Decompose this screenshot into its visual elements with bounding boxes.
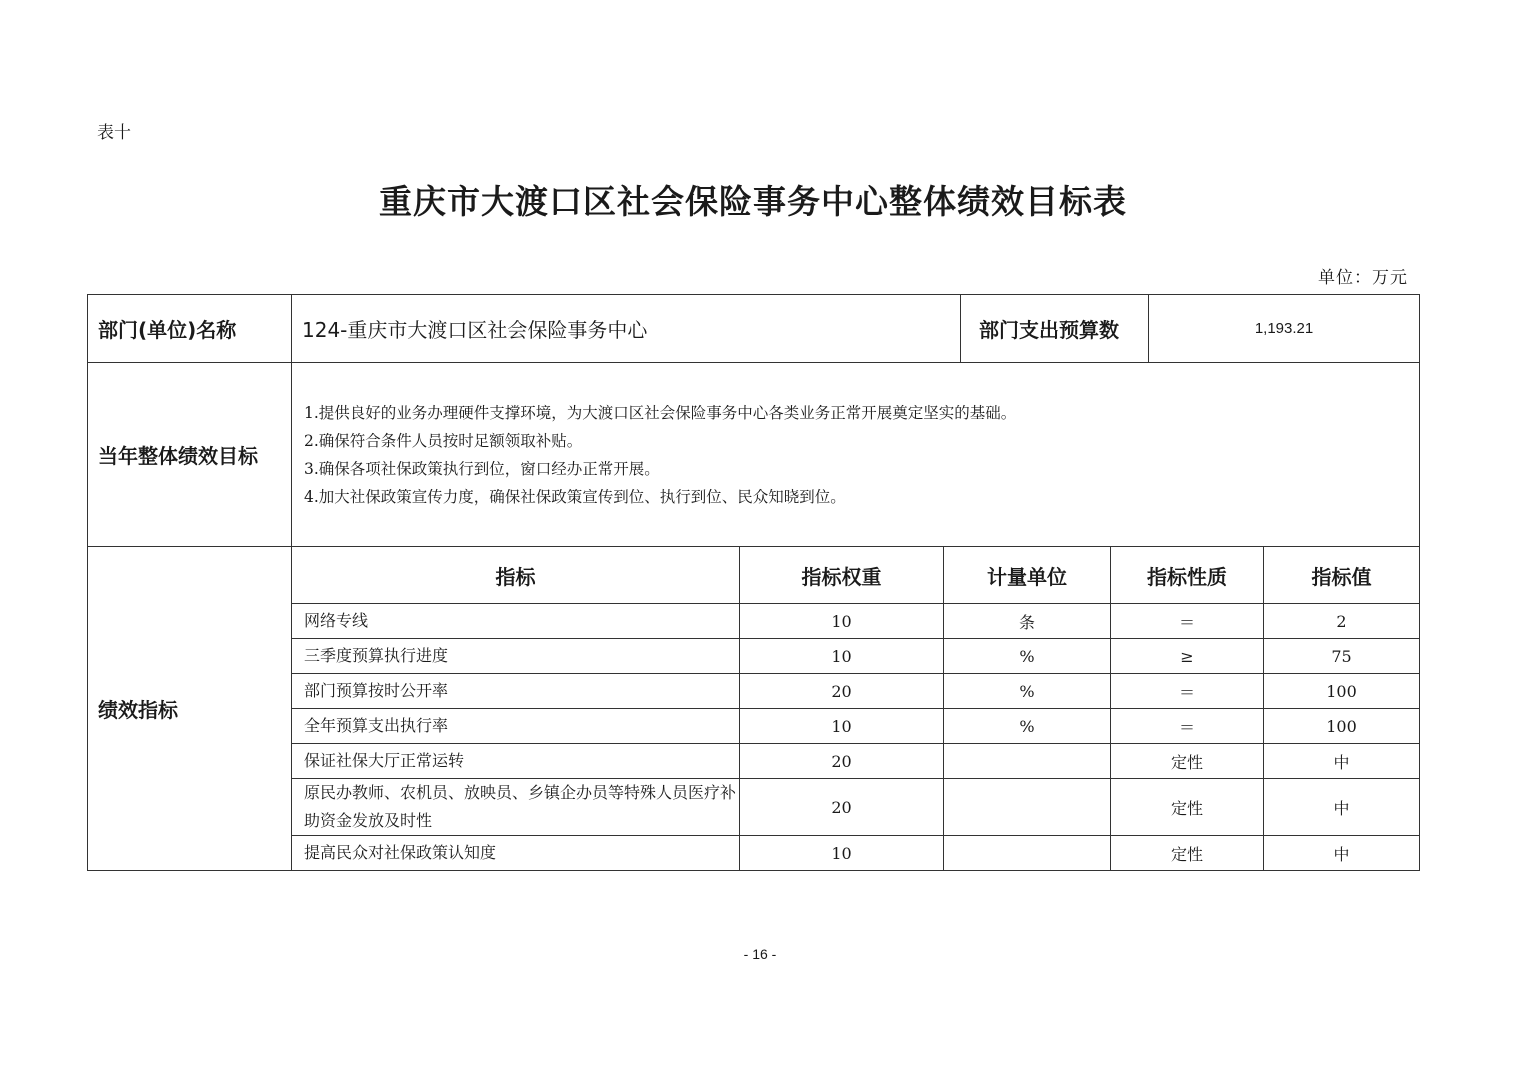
indicator-name: 三季度预算执行进度 bbox=[292, 639, 740, 674]
col-header-weight: 指标权重 bbox=[740, 547, 944, 604]
dept-name-value: 124-重庆市大渡口区社会保险事务中心 bbox=[292, 295, 961, 363]
table-number: 表十 bbox=[97, 123, 131, 143]
goal-line: 1.提供良好的业务办理硬件支撑环境，为大渡口区社会保险事务中心各类业务正常开展奠定坚实的基础。 bbox=[304, 403, 1017, 422]
indicator-value: 100 bbox=[1264, 709, 1420, 744]
indicator-weight: 10 bbox=[740, 836, 944, 871]
col-header-nature: 指标性质 bbox=[1111, 547, 1264, 604]
indicator-weight: 10 bbox=[740, 709, 944, 744]
indicator-value: 75 bbox=[1264, 639, 1420, 674]
indicator-name: 保证社保大厅正常运转 bbox=[292, 744, 740, 779]
indicator-value: 中 bbox=[1264, 779, 1420, 836]
indicator-name: 原民办教师、农机员、放映员、乡镇企办员等特殊人员医疗补助资金发放及时性 bbox=[292, 779, 740, 836]
col-header-value: 指标值 bbox=[1264, 547, 1420, 604]
indicator-name: 提高民众对社保政策认知度 bbox=[292, 836, 740, 871]
indicator-weight: 10 bbox=[740, 639, 944, 674]
performance-table bbox=[87, 294, 1420, 871]
unit-label: 单位：万元 bbox=[1318, 268, 1408, 288]
indicator-unit bbox=[944, 779, 1111, 836]
dept-name-label: 部门(单位)名称 bbox=[88, 295, 292, 363]
page-number: - 16 - bbox=[743, 946, 777, 962]
indicator-unit: % bbox=[944, 639, 1111, 674]
col-header-unit: 计量单位 bbox=[944, 547, 1111, 604]
indicator-nature: 定性 bbox=[1111, 744, 1264, 779]
document-title: 重庆市大渡口区社会保险事务中心整体绩效目标表 bbox=[379, 182, 1127, 221]
indicator-weight: 20 bbox=[740, 779, 944, 836]
budget-value: 1,193.21 bbox=[1149, 295, 1420, 363]
indicator-weight: 20 bbox=[740, 674, 944, 709]
indicator-weight: 20 bbox=[740, 744, 944, 779]
indicator-name: 部门预算按时公开率 bbox=[292, 674, 740, 709]
goals-row bbox=[88, 363, 1420, 547]
indicator-value: 中 bbox=[1264, 744, 1420, 779]
indicator-nature: 定性 bbox=[1111, 836, 1264, 871]
indicator-header-row bbox=[88, 547, 1420, 604]
indicators-label: 绩效指标 bbox=[88, 547, 292, 871]
indicator-nature: ＝ bbox=[1111, 604, 1264, 639]
goals-content bbox=[292, 363, 1420, 547]
goal-line: 2.确保符合条件人员按时足额领取补贴。 bbox=[304, 431, 583, 450]
indicator-name: 网络专线 bbox=[292, 604, 740, 639]
indicator-nature: ＝ bbox=[1111, 709, 1264, 744]
indicator-nature: ＝ bbox=[1111, 674, 1264, 709]
goals-label: 当年整体绩效目标 bbox=[88, 363, 292, 547]
col-header-indicator: 指标 bbox=[292, 547, 740, 604]
indicator-nature: ≥ bbox=[1111, 639, 1264, 674]
goal-line: 4.加大社保政策宣传力度，确保社保政策宣传到位、执行到位、民众知晓到位。 bbox=[304, 487, 846, 506]
budget-label: 部门支出预算数 bbox=[961, 295, 1149, 363]
dept-row bbox=[88, 295, 1420, 363]
indicator-unit bbox=[944, 836, 1111, 871]
indicator-nature: 定性 bbox=[1111, 779, 1264, 836]
indicator-unit: 条 bbox=[944, 604, 1111, 639]
indicator-unit bbox=[944, 744, 1111, 779]
indicator-unit: % bbox=[944, 709, 1111, 744]
indicator-value: 100 bbox=[1264, 674, 1420, 709]
goal-line: 3.确保各项社保政策执行到位，窗口经办正常开展。 bbox=[304, 459, 660, 478]
indicator-weight: 10 bbox=[740, 604, 944, 639]
indicator-name: 全年预算支出执行率 bbox=[292, 709, 740, 744]
indicator-unit: % bbox=[944, 674, 1111, 709]
indicator-value: 中 bbox=[1264, 836, 1420, 871]
indicator-value: 2 bbox=[1264, 604, 1420, 639]
